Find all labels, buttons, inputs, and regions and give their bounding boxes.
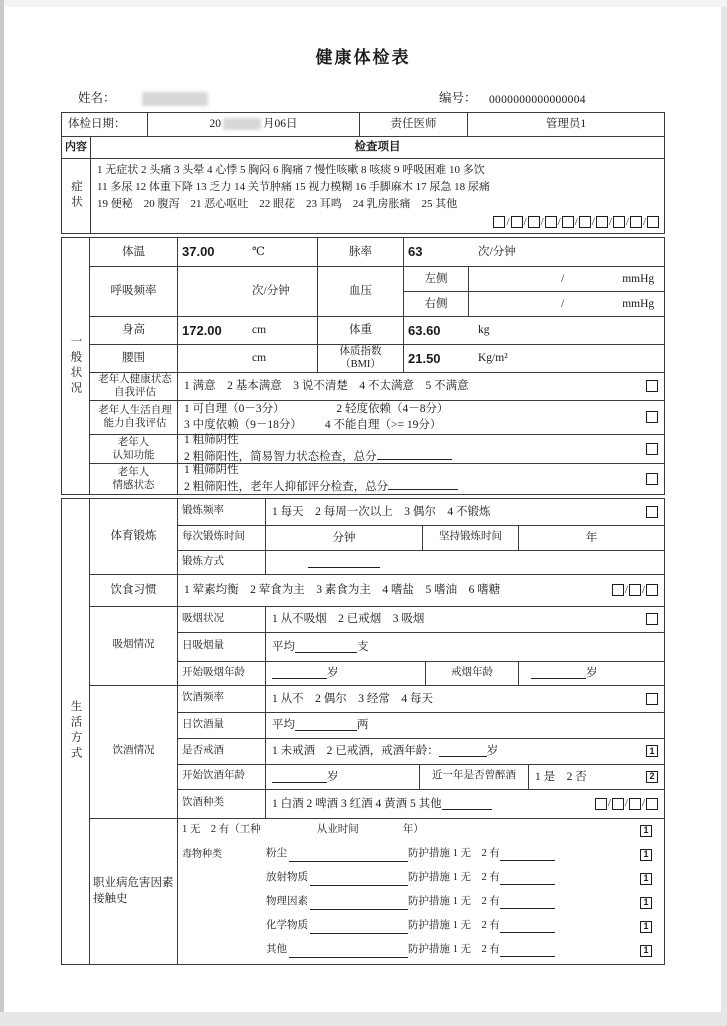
pulse-unit: 次/分钟 (478, 245, 516, 258)
code-label: 编号： (439, 90, 477, 105)
toxin-row: 放射物质 防护措施 1 无 2 有 1 (182, 867, 658, 891)
checkbox[interactable] (629, 584, 641, 596)
doctor-value: 管理员1 (467, 113, 664, 136)
exercise-duration-unit[interactable]: 分钟 (332, 531, 356, 544)
slash-separator: / (624, 797, 628, 810)
emotion-row (90, 463, 664, 494)
bp-left-label: 左侧 (424, 272, 448, 285)
drinking-types-checkboxes (595, 796, 658, 811)
protection-blank[interactable] (500, 945, 555, 957)
toxin-answer-box[interactable]: 1 (640, 897, 652, 909)
occupational-block (90, 818, 664, 964)
toxin-name-blank[interactable] (310, 922, 408, 934)
checkbox[interactable] (646, 798, 658, 810)
lifestyle-section (61, 498, 665, 965)
checkbox[interactable] (629, 798, 641, 810)
checkbox[interactable] (613, 216, 625, 228)
checkbox[interactable] (647, 216, 659, 228)
smoking-quit-age-cell: 岁 (518, 662, 664, 685)
emotion-score-blank[interactable] (388, 478, 458, 490)
smoking-ages-row (178, 661, 664, 685)
viewer-top-margin (0, 0, 727, 7)
health-self-answer-box[interactable] (646, 380, 658, 392)
exercise-mode-cell (266, 551, 664, 574)
respiration-bp-row (90, 266, 664, 316)
bp-left-value[interactable] (468, 267, 664, 291)
smoking-amount-cell: 平均 支 (272, 640, 369, 653)
form-body (61, 46, 665, 965)
exercise-persist-unit[interactable]: 年 (518, 526, 664, 550)
table-header-row (62, 136, 664, 158)
exercise-frequency-label: 锻炼频率 (178, 499, 266, 525)
bp-right-label: 右侧 (424, 297, 448, 310)
toxin-name: 粉尘 (266, 848, 287, 860)
slash-separator: / (641, 797, 645, 810)
drunk-last-year-answer-box[interactable]: 2 (646, 771, 658, 783)
toxin-name-blank[interactable] (289, 850, 408, 862)
drinking-types-other-blank[interactable] (442, 798, 492, 810)
slash-separator: / (641, 583, 645, 596)
bp-left-unit: mmHg (622, 272, 655, 285)
diet-checkboxes (612, 583, 658, 598)
page-title: 健康体检表 (315, 48, 411, 67)
smoking-start-age-cell: 岁 (266, 662, 425, 685)
drinking-start-row (178, 764, 664, 789)
diet-options-row (178, 575, 664, 606)
symptoms-line-3: 19 便秘 20 腹泻 21 恶心呕吐 22 眼花 23 耳鸣 24 乳房胀痛 25 其他 (97, 197, 458, 210)
smoking-block (90, 606, 664, 685)
slash-separator: / (557, 215, 561, 228)
content-column-header: 内容 (65, 140, 87, 153)
bp-cells (403, 267, 664, 316)
smoking-status-row (178, 607, 664, 632)
smoking-quit-age-blank[interactable] (531, 667, 586, 679)
drinking-frequency-options-cell: 1 从不 2 偶尔 3 经常 4 每天 (266, 686, 664, 712)
exam-date-label: 体检日期： (68, 118, 126, 131)
diet-options-cell: 1 荤素均衡 2 荤食为主 3 素食为主 4 嗜盐 5 嗜油 6 嗜糖 / / (178, 575, 664, 606)
health-self-options: 1 满意 2 基本满意 3 说不清楚 4 不太满意 5 不满意 (184, 380, 469, 393)
weight-value-cell (403, 317, 664, 344)
temperature-label: 体温 (122, 245, 145, 258)
drinking-quit-row (178, 738, 664, 764)
checkbox[interactable] (545, 216, 557, 228)
height-label: 身高 (122, 324, 145, 337)
slash-separator: / (591, 215, 595, 228)
protection-blank[interactable] (500, 849, 555, 861)
smoking-amount-row (178, 632, 664, 661)
cognition-line2: 2 粗筛阳性，简易智力状态检查，总分 (184, 448, 646, 465)
toxin-name: 放射物质 (266, 872, 308, 884)
bp-right-value[interactable] (468, 292, 664, 316)
cognition-content (177, 435, 664, 463)
occupational-head-line: 1 无 2 有（工种 从业时间 年） 1 (182, 819, 658, 843)
exam-date-row (62, 113, 664, 136)
emotion-line2: 2 粗筛阳性，老年人抑郁评分检查，总分 (184, 478, 646, 495)
drinking-start-age-blank[interactable] (272, 771, 327, 783)
name-code-row (61, 90, 665, 108)
slash-separator: / (607, 797, 611, 810)
bp-left-slash: / (561, 272, 565, 285)
checkbox[interactable] (579, 216, 591, 228)
bmi-value-cell (403, 345, 664, 372)
exercise-duration-label: 每次锻炼时间 (178, 526, 266, 550)
toxin-row: 化学物质 防护措施 1 无 2 有 1 (182, 915, 658, 939)
exercise-persist-label: 坚持锻炼时间 (422, 526, 518, 550)
bp-right-row (404, 291, 664, 316)
exam-date-value (147, 113, 359, 136)
exercise-block (90, 499, 664, 574)
toxin-name-blank[interactable] (289, 946, 408, 958)
bmi-unit: Kg/m² (478, 352, 508, 365)
toxin-answer-box[interactable]: 1 (640, 849, 652, 861)
drinking-frequency-answer-box[interactable] (646, 693, 658, 705)
drinking-amount-cell: 平均 两 (272, 719, 369, 732)
toxin-name: 其他 (266, 944, 287, 956)
cognition-score-blank[interactable] (377, 448, 452, 460)
drinking-quit-options-cell: 1 未戒酒 2 已戒酒，戒酒年龄： 岁 1 (266, 739, 664, 764)
pulse-value-cell (403, 238, 664, 266)
smoking-amount-blank[interactable] (295, 641, 357, 653)
checkbox[interactable] (612, 798, 624, 810)
smoking-amount-label: 日吸烟量 (178, 633, 266, 661)
exercise-frequency-row (178, 499, 664, 525)
diet-label: 饮食习惯 (90, 575, 178, 606)
drinking-frequency-label: 饮酒频率 (178, 686, 266, 712)
symptoms-content (90, 159, 664, 233)
items-column-header: 检查项目 (90, 137, 664, 158)
slash-separator: / (506, 215, 510, 228)
redacted-date (223, 118, 261, 130)
occupational-content (178, 819, 664, 964)
toxin-name: 物理因素 (266, 896, 308, 908)
emotion-answer-box[interactable] (646, 473, 658, 485)
slash-separator: / (540, 215, 544, 228)
self-care-label: 老年人生活自理 能力自我评估 (98, 405, 172, 430)
general-section (61, 237, 665, 495)
bp-right-slash: / (561, 297, 565, 310)
waist-unit: cm (252, 352, 267, 365)
doctor-label: 责任医师 (359, 113, 467, 136)
slash-separator: / (625, 215, 629, 228)
slash-separator: / (574, 215, 578, 228)
checkbox[interactable] (493, 216, 505, 228)
bp-right-unit: mmHg (622, 297, 655, 310)
exercise-duration-row (178, 525, 664, 550)
drunk-last-year-options-cell: 1 是 2 否 2 (528, 765, 664, 789)
diet-block (90, 574, 664, 606)
cognition-label: 老年人 认知功能 (112, 436, 155, 461)
slash-separator: / (523, 215, 527, 228)
symptoms-row (62, 158, 664, 233)
checkbox[interactable] (528, 216, 540, 228)
pulse-label: 脉率 (317, 238, 403, 266)
symptoms-line-2: 11 多尿 12 体重下降 13 乏力 14 关节肿痛 15 视力模糊 16 手脚麻木 17 尿急 18 尿痛 (97, 180, 490, 193)
smoking-status-label: 吸烟状况 (178, 607, 266, 632)
date-prefix: 20 (209, 118, 221, 131)
smoking-status-options-cell: 1 从不吸烟 2 已戒烟 3 吸烟 (266, 607, 664, 632)
waist-bmi-row (90, 344, 664, 372)
smoking-status-answer-box[interactable] (646, 613, 658, 625)
bmi-value: 21.50 (408, 350, 441, 366)
temperature-unit: ℃ (252, 245, 265, 258)
self-care-options-cell (177, 401, 664, 434)
temperature-pulse-row (90, 238, 664, 266)
slash-separator: / (608, 215, 612, 228)
symptoms-section-label: 症状 (70, 180, 83, 212)
protection-blank[interactable] (500, 873, 555, 885)
self-care-options-line2: 3 中度依赖（9－18分） 4 不能自理（>= 19分） (184, 419, 442, 432)
drinking-types-label: 饮酒种类 (178, 790, 266, 818)
height-value: 172.00 (182, 322, 222, 338)
toxin-answer-box[interactable]: 1 (640, 873, 652, 885)
checkbox[interactable] (562, 216, 574, 228)
drinking-types-row (178, 789, 664, 818)
smoking-start-age-blank[interactable] (272, 667, 327, 679)
weight-label: 体重 (317, 317, 403, 344)
waist-label: 腰围 (122, 352, 145, 365)
self-care-answer-box[interactable] (646, 411, 658, 423)
smoking-start-age-label: 开始吸烟年龄 (178, 662, 266, 685)
health-self-label: 老年人健康状态 自我评估 (98, 374, 172, 399)
toxin-row: 毒物种类 粉尘 防护措施 1 无 2 有 1 (182, 843, 658, 867)
toxin-row: 物理因素 防护措施 1 无 2 有 1 (182, 891, 658, 915)
self-care-row (90, 400, 664, 434)
smoking-quit-age-label: 戒烟年龄 (425, 662, 518, 685)
waist-value-cell[interactable] (177, 345, 317, 372)
document-page (4, 7, 721, 1012)
top-table (61, 112, 665, 234)
symptom-checkboxes (97, 214, 659, 231)
temperature-value-cell (177, 238, 317, 266)
exercise-frequency-options-cell: 1 每天 2 每周一次以上 3 偶尔 4 不锻炼 (266, 499, 664, 525)
weight-value: 63.60 (408, 322, 441, 338)
toxin-name: 化学物质 (266, 920, 308, 932)
health-self-row (90, 372, 664, 400)
drinking-amount-row (178, 712, 664, 738)
cognition-answer-box[interactable] (646, 443, 658, 455)
exercise-mode-row (178, 550, 664, 574)
toxin-name-blank[interactable] (310, 874, 408, 886)
drinking-amount-label: 日饮酒量 (178, 713, 266, 738)
checkbox[interactable] (595, 798, 607, 810)
checkbox[interactable] (646, 584, 658, 596)
exercise-mode-blank[interactable] (308, 556, 380, 568)
emotion-content (177, 464, 664, 494)
drinking-amount-blank[interactable] (295, 719, 357, 731)
drinking-block (90, 685, 664, 818)
toxin-name-blank[interactable] (310, 898, 408, 910)
toxin-row: 其他 防护措施 1 无 2 有 1 (182, 939, 658, 963)
emotion-label: 老年人 情感状态 (112, 466, 155, 491)
drinking-quit-age-blank[interactable] (439, 745, 487, 757)
bmi-label: 体质指数 （BMI） (317, 345, 403, 372)
name-label: 姓名： (78, 90, 116, 105)
checkbox[interactable] (630, 216, 642, 228)
checkbox[interactable] (511, 216, 523, 228)
toxin-answer-box[interactable]: 1 (640, 921, 652, 933)
height-unit: cm (252, 324, 267, 337)
pulse-value: 63 (408, 244, 423, 260)
code-value: 0000000000000004 (489, 93, 586, 106)
drinking-frequency-row (178, 686, 664, 712)
bp-left-row (404, 267, 664, 291)
respiration-unit: 次/分钟 (252, 285, 290, 298)
respiration-label: 呼吸频率 (110, 285, 157, 298)
drinking-start-age-cell: 岁 (266, 765, 419, 789)
toxin-answer-box[interactable]: 1 (640, 945, 652, 957)
date-suffix: 月06日 (263, 118, 298, 131)
protection-blank[interactable] (500, 921, 555, 933)
drunk-last-year-label: 近一年是否曾醉酒 (419, 765, 528, 789)
health-self-options-cell (177, 373, 664, 400)
drinking-start-age-label: 开始饮酒年龄 (178, 765, 266, 789)
drinking-types-options-cell: 1 白酒 2 啤酒 3 红酒 4 黄酒 5 其他 / / / (266, 790, 664, 818)
general-section-label: 一般状况 (62, 238, 90, 494)
height-value-cell (177, 317, 317, 344)
cognition-row (90, 434, 664, 463)
redacted-name (142, 92, 208, 106)
smoking-label: 吸烟情况 (90, 607, 178, 685)
respiration-value-cell (177, 267, 317, 316)
drinking-quit-answer-box[interactable]: 1 (646, 745, 658, 757)
height-weight-row (90, 316, 664, 344)
occupational-label: 职业病危害因素 接触史 (90, 819, 178, 964)
weight-unit: kg (478, 324, 490, 337)
bp-label: 血压 (317, 267, 403, 316)
occupational-content-row (178, 819, 664, 964)
self-care-options-line1: 1 可自理（0－3分） 2 轻度依赖（4－8分） (184, 403, 449, 416)
toxin-type-label: 毒物种类 (182, 848, 222, 860)
cognition-line1: 1 粗筛阴性 (184, 434, 239, 447)
occupational-answer-box[interactable]: 1 (640, 825, 652, 837)
slash-separator: / (642, 215, 646, 228)
drinking-quit-label: 是否戒酒 (178, 739, 266, 764)
exercise-frequency-answer-box[interactable] (646, 506, 658, 518)
drinking-label: 饮酒情况 (90, 686, 178, 818)
exercise-mode-label: 锻炼方式 (178, 551, 266, 574)
exercise-label: 体育锻炼 (90, 499, 178, 574)
protection-blank[interactable] (500, 897, 555, 909)
lifestyle-section-label: 生活方式 (62, 499, 90, 964)
symptoms-line-1: 1 无症状 2 头痛 3 头晕 4 心悸 5 胸闷 6 胸痛 7 慢性咳嗽 8 咳痰 9 呼吸困难 10 多饮 (97, 163, 485, 176)
slash-separator: / (624, 583, 628, 596)
checkbox[interactable] (612, 584, 624, 596)
emotion-line1: 1 粗筛阴性 (184, 464, 239, 477)
checkbox[interactable] (596, 216, 608, 228)
temperature-value: 37.00 (182, 244, 215, 260)
